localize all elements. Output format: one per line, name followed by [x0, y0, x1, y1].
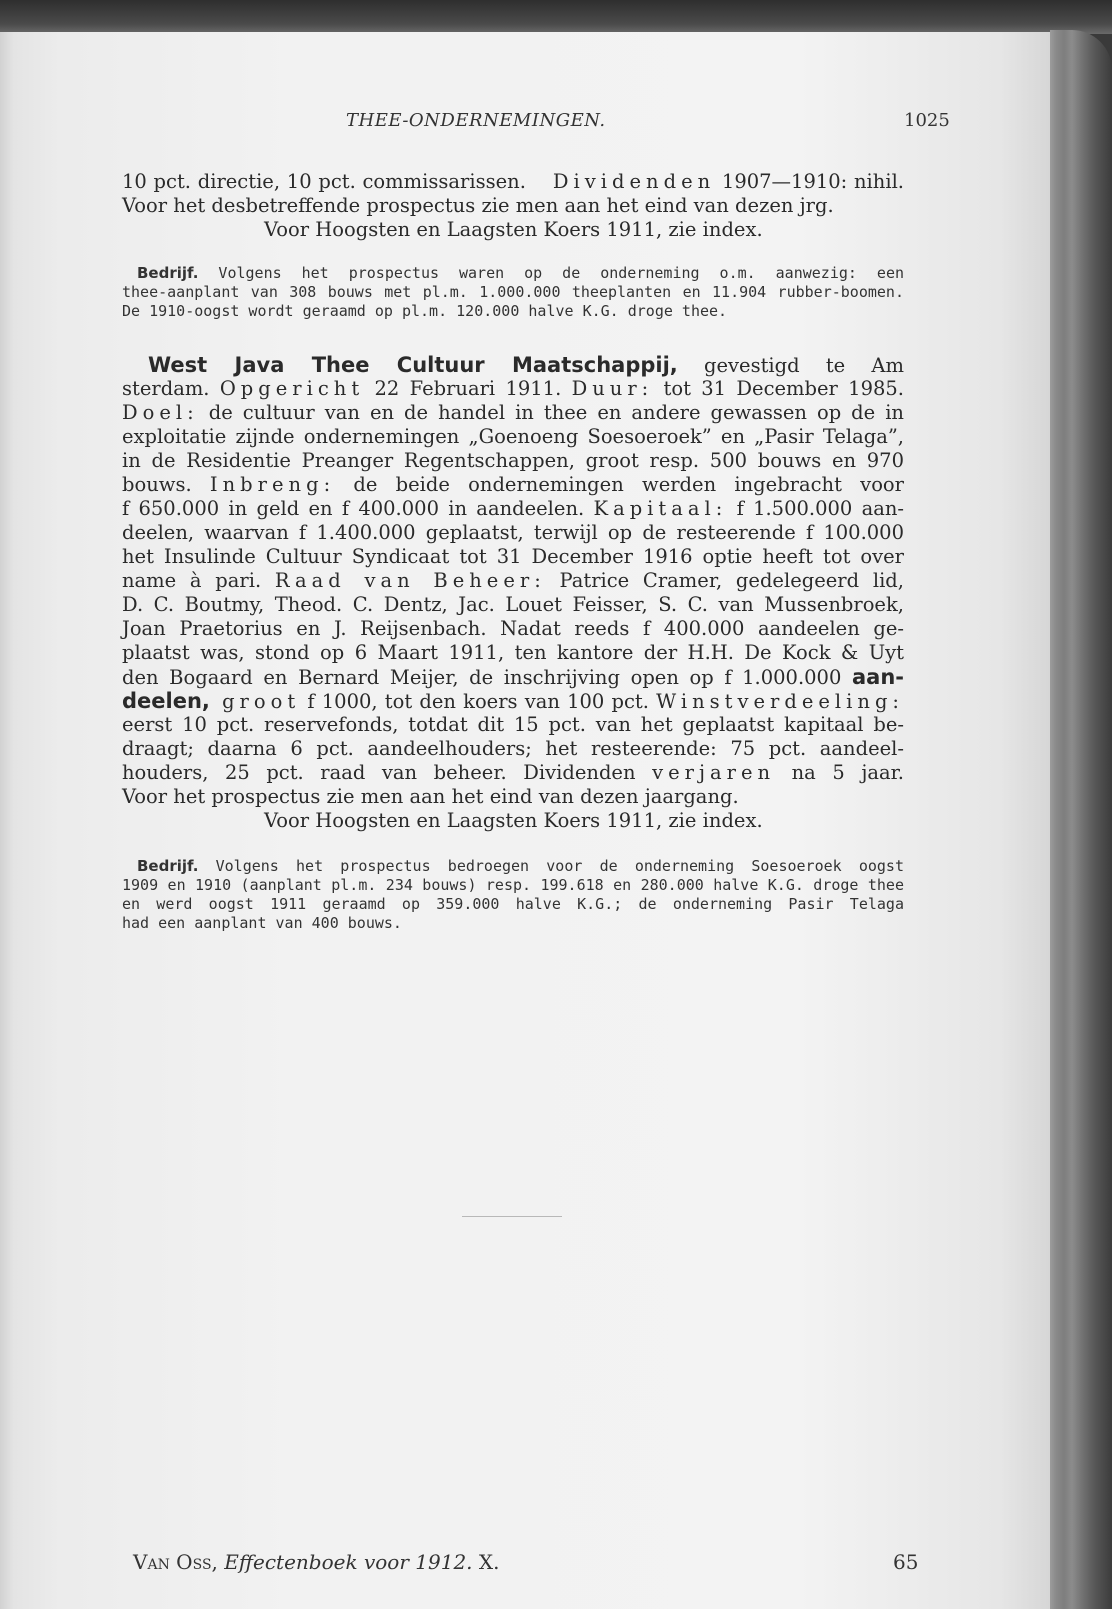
- book-title: Effectenboek voor 1912.: [224, 1550, 473, 1574]
- text-span: gevestigd te Am: [703, 354, 904, 377]
- text-line: het Insulinde Cultuur Syndicaat tot 31 December 1916 optie heeft tot over: [122, 545, 904, 568]
- text-line: [122, 499, 904, 519]
- text-line-centered: Voor Hoogsten en Laagsten Koers 1911, zie index.: [264, 809, 763, 832]
- text-line: [122, 172, 904, 192]
- text-line: Voor het desbetreffende prospectus zie men aan het eind van dezen jrg.: [122, 194, 834, 217]
- bedrijf-label: Bedrijf.: [137, 264, 199, 282]
- bedrijf-line: [137, 266, 904, 281]
- entry-heading-line: [148, 355, 904, 376]
- text-line: [122, 475, 904, 495]
- keyword-raad-van-beheer: Raad van Beheer:: [274, 569, 546, 592]
- text-span: Volgens het prospectus bedroegen voor de onderneming Soesoeroek oogst: [215, 857, 904, 875]
- text-span: f 1.500.000 aan-: [727, 497, 904, 520]
- text-span: AN: [147, 1557, 170, 1573]
- text-span: den Bogaard en Bernard Meijer, de inschrijving open op f 1.000.000: [122, 666, 852, 689]
- bedrijf-line: De 1910-oogst wordt geraamd op pl.m. 120.000 halve K.G. droge thee.: [122, 302, 728, 320]
- text-span: f 1000, tot den koers van 100 pct.: [300, 690, 657, 713]
- keyword-doel: Doel:: [122, 401, 199, 424]
- book-spine-edge: [1050, 30, 1112, 1609]
- text-span: houders, 25 pct. raad van beheer. Dividenden: [122, 761, 653, 784]
- text-span: na 5 jaar.: [775, 761, 904, 784]
- text-line: [122, 571, 904, 591]
- bold-text: aan-: [851, 665, 904, 689]
- text-span: 22 Februari 1911.: [364, 377, 572, 400]
- keyword-verjaren: verjaren: [652, 761, 776, 784]
- text-span: name à pari.: [122, 569, 275, 592]
- text-line: [122, 403, 904, 423]
- text-line: [122, 691, 904, 712]
- text-line: in de Residentie Preanger Regentschappen, groot resp. 500 bouws en 970: [122, 449, 904, 472]
- text-line: D. C. Boutmy, Theod. C. Dentz, Jac. Louet Feisser, S. C. van Mussenbroek,: [122, 593, 904, 616]
- scan-border-top: [0, 0, 1112, 34]
- text-span: bouws.: [122, 473, 210, 496]
- footer-book-title: [133, 1550, 499, 1574]
- keyword-duur: Duur:: [571, 377, 654, 400]
- company-name: West Java Thee Cultuur Maatschappij,: [148, 353, 678, 377]
- text-line-centered: Voor Hoogsten en Laagsten Koers 1911, zie index.: [264, 218, 763, 241]
- text-span: f 650.000 in geld en f 400.000 in aandeelen.: [122, 497, 594, 520]
- text-span: sterdam.: [122, 377, 220, 400]
- keyword-inbreng: Inbreng:: [209, 473, 336, 496]
- text-line: draagt; daarna 6 pct. aandeelhouders; het resteerende: 75 pct. aandeel-: [122, 737, 904, 760]
- keyword-opgericht: Opgericht: [219, 377, 365, 400]
- text-span: de cultuur van en de handel in thee en andere gewassen op de in: [198, 401, 904, 424]
- bedrijf-line: en werd oogst 1911 geraamd op 359.000 halve K.G.; de onderneming Pasir Telaga: [122, 895, 904, 913]
- text-span: O: [169, 1550, 193, 1574]
- text-span: 1907—1910: nihil.: [715, 170, 904, 193]
- bedrijf-line: [137, 859, 904, 874]
- keyword-dividenden: Dividenden: [552, 170, 716, 193]
- text-line: plaatst was, stond op 6 Maart 1911, ten kantore der H.H. De Kock & Uyt: [122, 641, 904, 664]
- text-line: deelen, waarvan f 1.400.000 geplaatst, terwijl op de resteerende f 100.000: [122, 521, 904, 544]
- bedrijf-line: had een aanplant van 400 bouws.: [122, 914, 402, 932]
- text-span: SS: [192, 1557, 212, 1573]
- text-line: Joan Praetorius en J. Reijsenbach. Nadat reeds f 400.000 aandeelen ge-: [122, 617, 904, 640]
- text-line: eerst 10 pct. reservefonds, totdat dit 15 pct. van het geplaatst kapitaal be-: [122, 713, 904, 736]
- text-span: Patrice Cramer, gedelegeerd lid,: [545, 569, 904, 592]
- text-span: 10 pct. directie, 10 pct. commissarissen.: [122, 170, 526, 193]
- keyword-winstverdeeling: Winstverdeeling:: [656, 690, 905, 713]
- text-line: Voor het prospectus zie men aan het eind van dezen jaargang.: [122, 785, 739, 808]
- page-number: 1025: [904, 110, 950, 131]
- text-span: de beide ondernemingen werden ingebracht voor: [335, 473, 904, 496]
- bedrijf-label: Bedrijf.: [137, 857, 199, 875]
- text-line: exploitatie zijnde ondernemingen „Goenoeng Soesoeroek” en „Pasir Telaga”,: [122, 425, 904, 448]
- running-title: THEE-ONDERNEMINGEN.: [346, 110, 606, 131]
- footer-signature: 65: [893, 1550, 919, 1574]
- section-divider: [462, 1216, 562, 1217]
- text-line: [122, 667, 904, 688]
- volume-number: X.: [472, 1550, 500, 1574]
- text-span: tot 31 December 1985.: [653, 377, 904, 400]
- text-span: ,: [211, 1550, 225, 1574]
- text-line: [122, 763, 904, 783]
- text-span: Volgens het prospectus waren op de onderneming o.m. aanwezig: een: [218, 264, 904, 282]
- bedrijf-line: 1909 en 1910 (aanplant pl.m. 234 bouws) resp. 199.618 en 280.000 halve K.G. droge thee: [122, 876, 904, 894]
- bold-text: deelen,: [122, 689, 210, 713]
- bedrijf-line: thee-aanplant van 308 bouws met pl.m. 1.000.000 theeplanten en 11.904 rubber-boomen.: [122, 283, 904, 301]
- text-span: V: [133, 1550, 148, 1574]
- keyword-groot: groot: [209, 690, 301, 713]
- text-line: [122, 379, 904, 399]
- keyword-kapitaal: Kapitaal:: [593, 497, 728, 520]
